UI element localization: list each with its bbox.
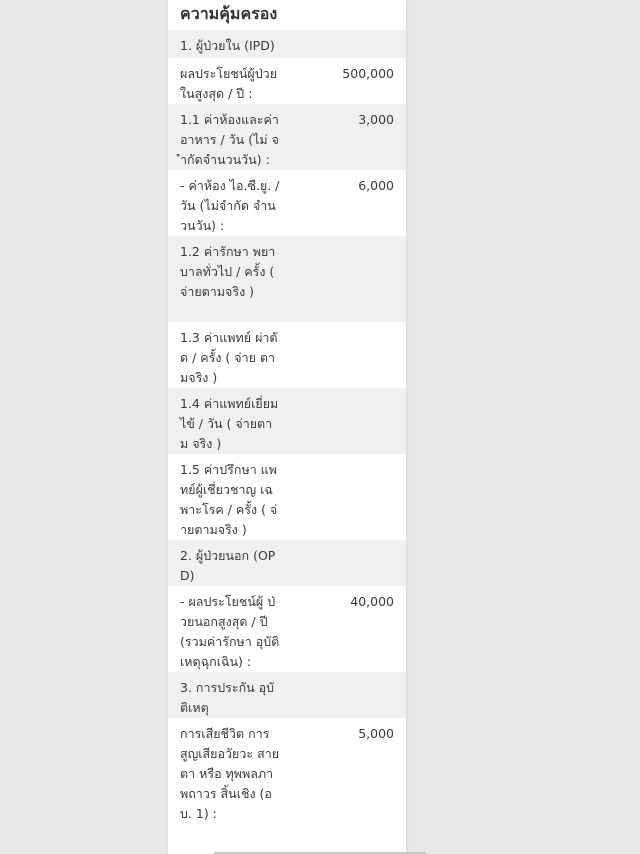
row-label: 3. การประกัน อุบัติเหตุ <box>180 680 275 715</box>
section-title: ความคุ้มครอง <box>168 0 406 30</box>
coverage-card <box>168 0 406 854</box>
table-row <box>168 236 406 322</box>
row-value: 5,000 <box>358 726 394 741</box>
row-label: 1.3 ค่าแพทย์ ผ่าตัด / ครั้ง ( จ่าย ตามจริง ) <box>180 330 278 385</box>
table-row <box>168 58 406 104</box>
row-label: การเสียชีวิต การ สูญเสียอวัยวะ สายตา หรือ ทุพพลภาพถาวร สิ้นเชิง (อบ. 1) : <box>180 726 280 821</box>
row-label: 1.5 ค่าปรึกษา แพทย์ผู้เชี่ยวชาญ เฉพาะโรค / ครั้ง ( จ่ายตามจริง ) <box>180 462 278 537</box>
table-row <box>168 388 406 454</box>
row-label: - ค่าห้อง ไอ.ซี.ยู. / วัน (ไม่จำกัด จำนวนวัน) : <box>180 178 280 233</box>
row-label: 1. ผู้ป่วยใน (IPD) <box>180 38 275 53</box>
row-label: - ผลประโยชน์ผู้ ป่วยนอกสูงสุด / ปี (รวมค่ารักษา อุบัติเหตุฉุกเฉิน) : <box>180 594 280 669</box>
row-label: 1.1 ค่าห้องและค่า อาหาร / วัน (ไม่ จำกัดจำนวนวัน) : <box>180 112 279 167</box>
table-row <box>168 672 406 718</box>
row-label: ผลประโยชน์ผู้ป่วย ในสูงสุด / ปี : <box>180 66 278 101</box>
row-value: 6,000 <box>358 178 394 193</box>
table-row <box>168 718 406 848</box>
table-row <box>168 454 406 540</box>
table-row <box>168 586 406 672</box>
row-value: 40,000 <box>350 594 394 609</box>
table-row <box>168 170 406 236</box>
row-label: 1.2 ค่ารักษา พยาบาลทั่วไป / ครั้ง ( จ่ายตามจริง ) <box>180 244 276 299</box>
row-label: 1.4 ค่าแพทย์เยี่ยม ไข้ / วัน ( จ่ายตาม จริง ) <box>180 396 279 451</box>
table-row <box>168 540 406 586</box>
table-row <box>168 30 406 58</box>
row-label: 2. ผู้ป่วยนอก (OPD) <box>180 548 276 583</box>
row-value: 500,000 <box>342 66 394 81</box>
row-value: 3,000 <box>358 112 394 127</box>
table-row <box>168 104 406 170</box>
table-row <box>168 322 406 388</box>
